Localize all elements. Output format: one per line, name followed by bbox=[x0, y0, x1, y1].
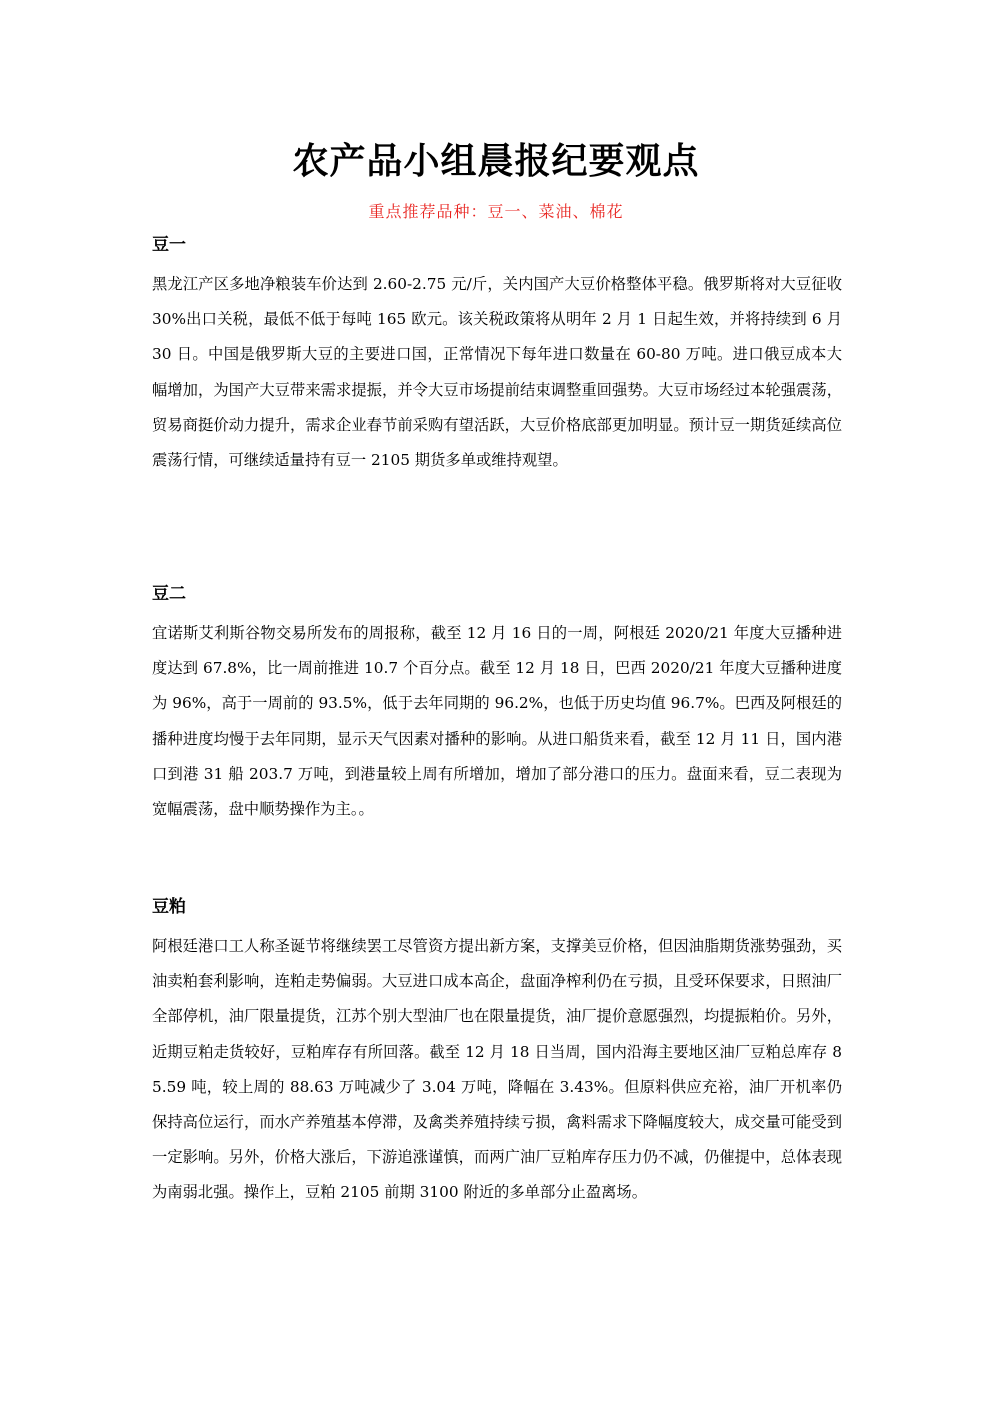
section-heading: 豆二 bbox=[152, 584, 186, 604]
section-soybean-no2 bbox=[152, 582, 842, 827]
section-body: 阿根廷港口工人称圣诞节将继续罢工尽管资方提出新方案，支撑美豆价格，但因油脂期货涨势强劲，买油卖粕套利影响，连粕走势偏弱。大豆进口成本高企，盘面净榨利仍在亏损，且受环保要求，日照油厂全部停机，油厂限量提货，江苏个别大型油厂也在限量提货，油厂提价意愿强烈，均提振粕价。另外，近期豆粕走货较好，豆粕库存有所回落。截至 12 月 18 日当周，国内沿海主要地区油厂豆粕总库存 85.59 吨，较上周的 88.63 万吨减少了 3.04 万吨，降幅在 3.43%。但原料供应充裕，油厂开机率仍保持高位运行，而水产养殖基本停滞，及禽类养殖持续亏损，禽料需求下降幅度较大，成交量可能受到一定影响。另外，价格大涨后，下游追涨谨慎，而两广油厂豆粕库存压力仍不减，仍催提中，总体表现为南弱北强。操作上，豆粕 2105 前期 3100 附近的多单部分止盈离场。 bbox=[152, 937, 842, 1202]
section-body: 黑龙江产区多地净粮装车价达到 2.60-2.75 元/斤，关内国产大豆价格整体平稳。俄罗斯将对大豆征收 30%出口关税，最低不低于每吨 165 欧元。该关税政策将从明年 2 月 1 日起生效，并将持续到 6 月 30 日。中国是俄罗斯大豆的主要进口国，正常情况下每年进口数量在 60-80 万吨。进口俄豆成本大幅增加，为国产大豆带来需求提振，并令大豆市场提前结束调整重回强势。大豆市场经过本轮强震荡，贸易商挺价动力提升，需求企业春节前采购有望活跃，大豆价格底部更加明显。预计豆一期货延续高位震荡行情，可继续适量持有豆一 2105 期货多单或维持观望。 bbox=[152, 275, 842, 470]
section-soybean-no1 bbox=[152, 233, 842, 478]
document-title: 农产品小组晨报纪要观点 bbox=[292, 141, 700, 182]
section-soybean-meal bbox=[152, 895, 842, 1211]
section-heading: 豆一 bbox=[152, 235, 186, 255]
section-heading: 豆粕 bbox=[152, 897, 186, 917]
section-body: 宜诺斯艾利斯谷物交易所发布的周报称，截至 12 月 16 日的一周，阿根廷 2020/21 年度大豆播种进度达到 67.8%，比一周前推进 10.7 个百分点。截至 12 月 18 日，巴西 2020/21 年度大豆播种进度为 96%，高于一周前的 93.5%，低于去年同期的 96.2%，也低于历史均值 96.7%。巴西及阿根廷的播种进度均慢于去年同期，显示天气因素对播种的影响。从进口船货来看，截至 12 月 11 日，国内港口到港 31 船 203.7 万吨，到港量较上周有所增加，增加了部分港口的压力。盘面来看，豆二表现为宽幅震荡，盘中顺势操作为主。。 bbox=[152, 624, 842, 819]
recommended-varieties: 重点推荐品种：豆一、菜油、棉花 bbox=[368, 202, 624, 221]
